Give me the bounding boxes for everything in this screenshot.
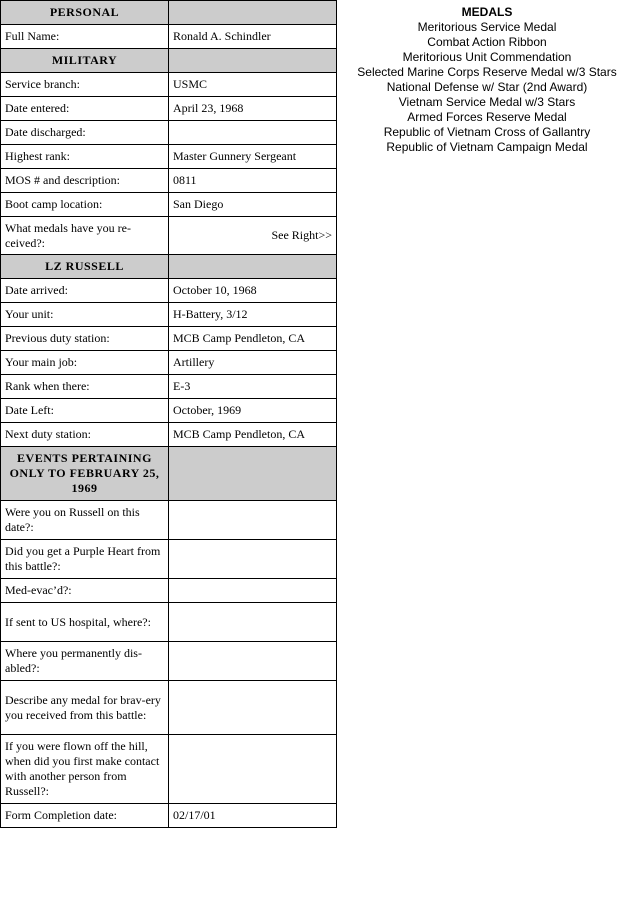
table-row (1, 681, 337, 735)
row-value: H-Battery, 3/12 (169, 303, 337, 327)
row-value: Artillery (169, 351, 337, 375)
row-value (169, 681, 337, 735)
row-value: October, 1969 (169, 399, 337, 423)
row-label: Your unit: (1, 303, 169, 327)
medals-title: MEDALS (461, 5, 513, 19)
table-row (1, 804, 337, 828)
table-row (1, 193, 337, 217)
table-row (1, 73, 337, 97)
medal-item: Armed Forces Reserve Medal (407, 110, 567, 124)
table-row (1, 375, 337, 399)
row-label: MOS # and description: (1, 169, 169, 193)
medal-item: Vietnam Service Medal w/3 Stars (398, 95, 576, 109)
table-row (1, 399, 337, 423)
table-row (1, 25, 337, 49)
table-row (1, 169, 337, 193)
medal-item: Republic of Vietnam Cross of Gallantry (383, 125, 591, 139)
row-value: April 23, 1968 (169, 97, 337, 121)
row-label: Describe any medal for brav-ery you received from this battle: (1, 681, 169, 735)
row-value (169, 501, 337, 540)
row-label: Date arrived: (1, 279, 169, 303)
row-value: 02/17/01 (169, 804, 337, 828)
row-value: USMC (169, 73, 337, 97)
row-value: October 10, 1968 (169, 279, 337, 303)
table-row (1, 579, 337, 603)
table-row (1, 642, 337, 681)
row-label: If you were flown off the hill, when did you first make contact with another person from Russell?: (1, 735, 169, 804)
medal-item: National Defense w/ Star (2nd Award) (386, 80, 588, 94)
table-row (1, 217, 337, 255)
row-value: MCB Camp Pendleton, CA (169, 327, 337, 351)
medal-item: Combat Action Ribbon (427, 35, 547, 49)
row-label: What medals have you re-ceived?: (1, 217, 169, 255)
row-label: Rank when there: (1, 375, 169, 399)
medal-item: Meritorious Service Medal (417, 20, 557, 34)
table-row (1, 279, 337, 303)
row-value: 0811 (169, 169, 337, 193)
row-value (169, 540, 337, 579)
table-row (1, 540, 337, 579)
section-header-blank (169, 255, 337, 279)
row-label: Date discharged: (1, 121, 169, 145)
table-row (1, 121, 337, 145)
row-value (169, 603, 337, 642)
row-label: Next duty station: (1, 423, 169, 447)
row-label: Service branch: (1, 73, 169, 97)
row-label: Med-evac’d?: (1, 579, 169, 603)
military-section-header (1, 49, 337, 73)
full-name-value: Ronald A. Schindler (169, 25, 337, 49)
row-label: Date entered: (1, 97, 169, 121)
full-name-label: Full Name: (1, 25, 169, 49)
row-value: San Diego (169, 193, 337, 217)
events-section-header (1, 447, 337, 501)
row-label: Were you on Russell on this date?: (1, 501, 169, 540)
row-label: Your main job: (1, 351, 169, 375)
row-label: Did you get a Purple Heart from this battle?: (1, 540, 169, 579)
row-value (169, 642, 337, 681)
table-row (1, 603, 337, 642)
row-value: Master Gunnery Sergeant (169, 145, 337, 169)
row-value (169, 121, 337, 145)
table-row (1, 97, 337, 121)
section-title-personal: PERSONAL (1, 1, 169, 25)
table-row (1, 501, 337, 540)
table-row (1, 423, 337, 447)
section-header-blank (169, 447, 337, 501)
row-label: Previous duty station: (1, 327, 169, 351)
row-value (169, 735, 337, 804)
table-row (1, 303, 337, 327)
row-label: Boot camp location: (1, 193, 169, 217)
row-value: MCB Camp Pendleton, CA (169, 423, 337, 447)
medals-list (338, 5, 636, 155)
medal-item: Republic of Vietnam Campaign Medal (386, 140, 588, 154)
service-record-form (0, 0, 337, 828)
table-row (1, 327, 337, 351)
row-label: If sent to US hospital, where?: (1, 603, 169, 642)
row-label: Date Left: (1, 399, 169, 423)
section-title-military: MILITARY (1, 49, 169, 73)
table-row (1, 351, 337, 375)
row-label: Form Completion date: (1, 804, 169, 828)
medal-item: Meritorious Unit Commendation (402, 50, 572, 64)
row-value (169, 579, 337, 603)
personal-section-header (1, 1, 337, 25)
row-label: Highest rank: (1, 145, 169, 169)
row-label: Where you permanently dis-abled?: (1, 642, 169, 681)
see-right-text: See Right>> (169, 217, 337, 255)
medal-item: Selected Marine Corps Reserve Medal w/3 Stars (357, 65, 617, 79)
lz-russell-section-header (1, 255, 337, 279)
section-title-events: EVENTS PERTAINING ONLY TO FEBRUARY 25, 1969 (1, 447, 169, 501)
section-header-blank (169, 1, 337, 25)
table-row (1, 735, 337, 804)
row-value: E-3 (169, 375, 337, 399)
table-row (1, 145, 337, 169)
section-title-lz-russell: LZ RUSSELL (1, 255, 169, 279)
section-header-blank (169, 49, 337, 73)
